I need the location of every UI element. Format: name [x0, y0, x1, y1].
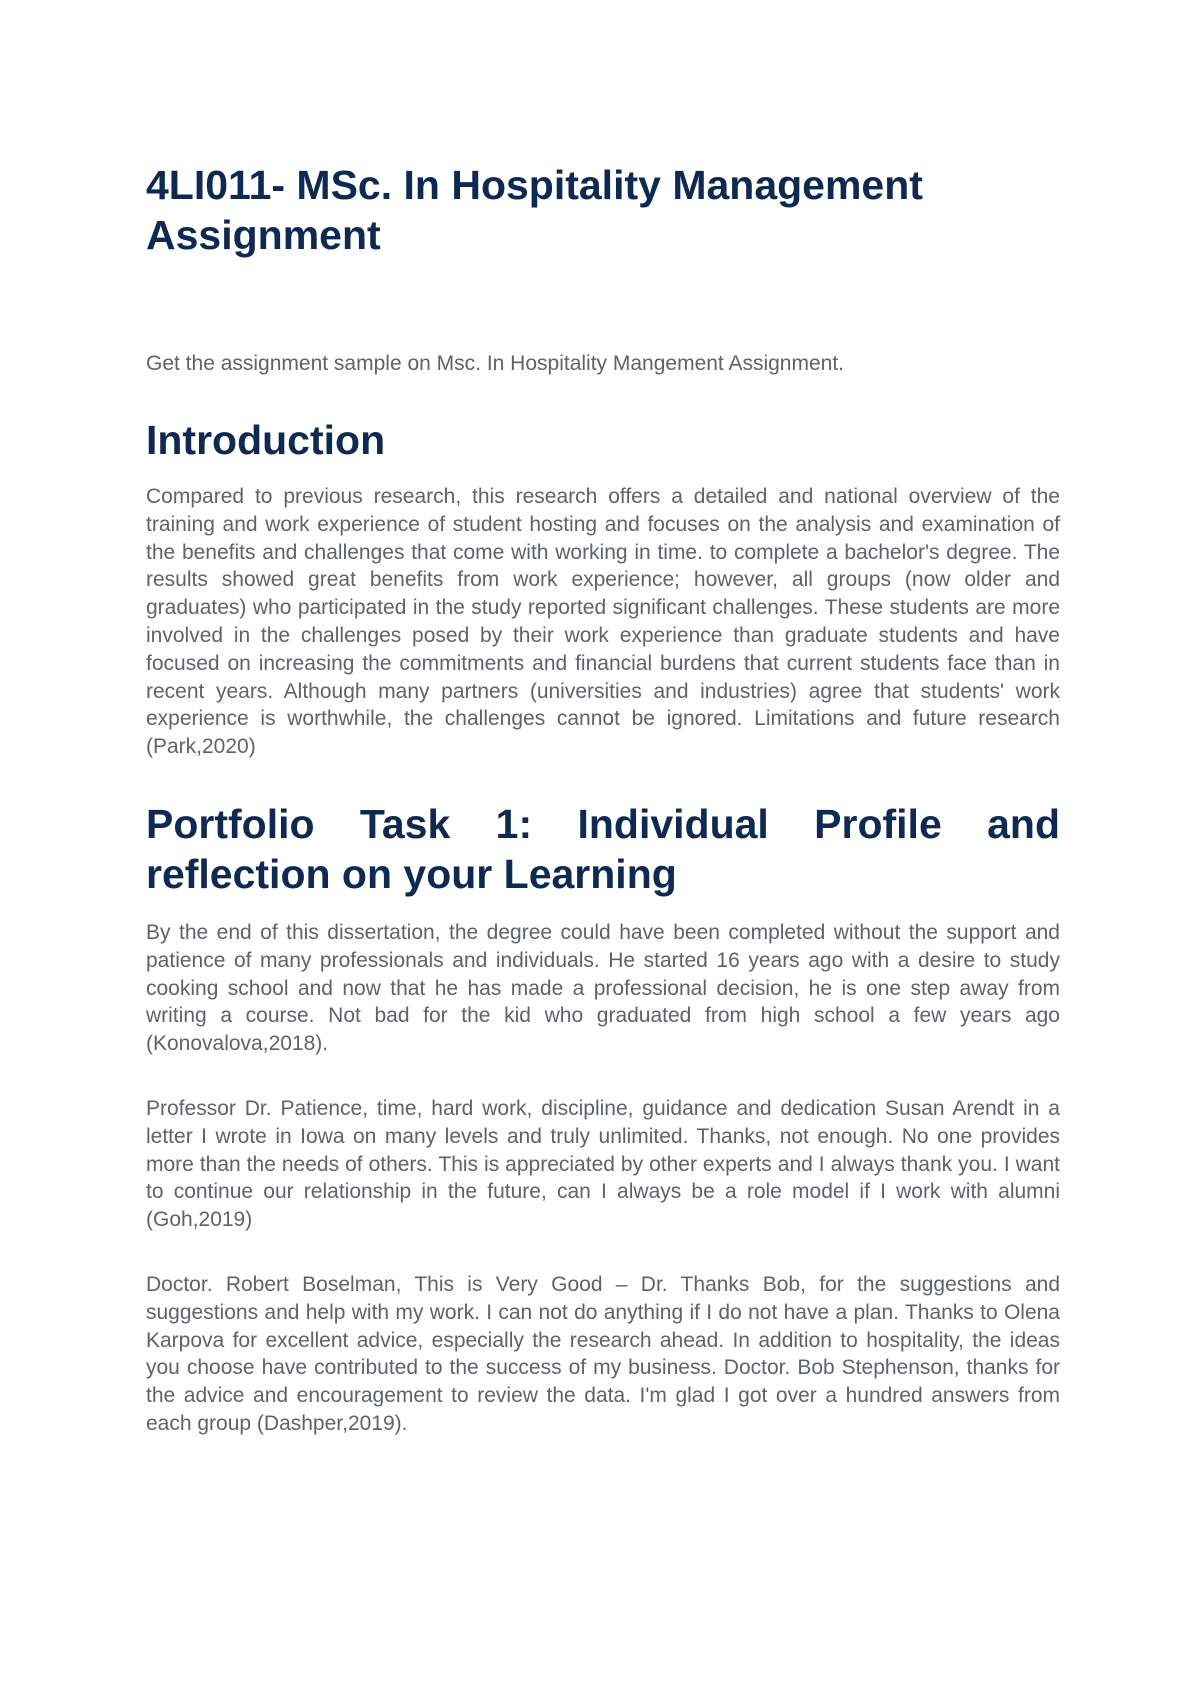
document-page [146, 160, 1060, 1438]
portfolio-task-1-paragraph-3: Doctor. Robert Boselman, This is Very Good – Dr. Thanks Bob, for the suggestions and suggestions and help with my work. I can not do anything if I do not have a plan. Thanks to Olena Karpova for excellent advice, especially the research ahead. In addition to hospitality, the ideas you choose have contributed to the success of my business. Doctor. Bob Stephenson, thanks for the advice and encouragement to review the data. I'm glad I got over a hundred answers from each group (Dashper,2019). [146, 1272, 1060, 1435]
document-title: 4LI011- MSc. In Hospitality Management Assignment [146, 162, 923, 258]
portfolio-task-1-paragraph-1: By the end of this dissertation, the degree could have been completed without the support and patience of many professionals and individuals. He started 16 years ago with a desire to study cooking school and now that he has made a professional decision, he is one step away from writing a course. Not bad for the kid who graduated from high school a few years ago (Konovalova,2018). [146, 920, 1060, 1056]
portfolio-task-1-heading: Portfolio Task 1: Individual Profile and reflection on your Learning [146, 800, 1060, 897]
assignment-sample-line: Get the assignment sample on Msc. In Hospitality Mangement Assignment. [146, 352, 844, 375]
introduction-heading: Introduction [146, 417, 386, 463]
portfolio-task-1-paragraph-2: Professor Dr. Patience, time, hard work, discipline, guidance and dedication Susan Arendt in a letter I wrote in Iowa on many levels and truly unlimited. Thanks, not enough. No one provides more than the needs of others. This is appreciated by other experts and I always thank you. I want to continue our relationship in the future, can I always be a role model if I work with alumni (Goh,2019) [146, 1096, 1060, 1232]
introduction-paragraph: Compared to previous research, this research offers a detailed and national overview of the training and work experience of student hosting and focuses on the analysis and examination of the benefits and challenges that come with working in time. to complete a bachelor's degree. The results showed great benefits from work experience; however, all groups (now older and graduates) who participated in the study reported significant challenges. These students are more involved in the challenges posed by their work experience than graduate students and have focused on increasing the commitments and financial burdens that current students face than in recent years. Although many partners (universities and industries) agree that students' work experience is worthwhile, the challenges cannot be ignored. Limitations and future research (Park,2020) [146, 485, 1060, 759]
